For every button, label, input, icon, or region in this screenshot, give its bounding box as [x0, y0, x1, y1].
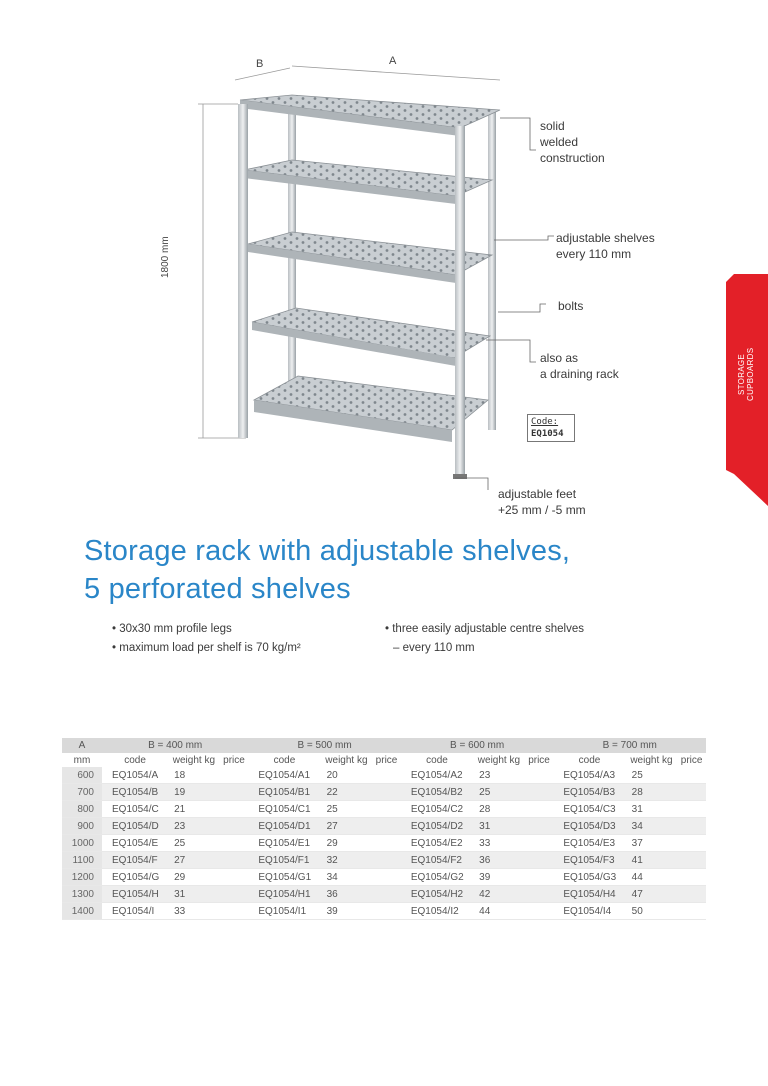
- col-code: code: [401, 753, 473, 767]
- features-right: [385, 620, 584, 658]
- cell-weight: 22: [321, 784, 373, 801]
- col-weight: weight kg: [168, 753, 220, 767]
- product-code-box: [527, 414, 575, 442]
- callout-drain: [540, 350, 619, 382]
- cell-weight: 31: [168, 886, 220, 903]
- table-row: [62, 801, 706, 818]
- cell-price: [372, 784, 401, 801]
- cell-code: EQ1054/C1: [248, 801, 320, 818]
- cell-price: [372, 886, 401, 903]
- col-a-header: A: [62, 738, 102, 753]
- cell-weight: 29: [321, 835, 373, 852]
- cell-code: EQ1054/B3: [553, 784, 625, 801]
- cell-weight: 25: [168, 835, 220, 852]
- callout-line: every 110 mm: [556, 247, 632, 261]
- cell-weight: 36: [321, 886, 373, 903]
- table-row: [62, 886, 706, 903]
- cell-weight: 33: [473, 835, 525, 852]
- cell-code: EQ1054/F1: [248, 852, 320, 869]
- cell-weight: 33: [168, 903, 220, 920]
- cell-weight: 20: [321, 767, 373, 784]
- cell-a: 600: [62, 767, 102, 784]
- callout-line: a draining rack: [540, 367, 619, 381]
- cell-weight: 21: [168, 801, 220, 818]
- cell-code: EQ1054/H: [102, 886, 168, 903]
- cell-weight: 39: [321, 903, 373, 920]
- table-row: [62, 784, 706, 801]
- col-price: price: [525, 753, 554, 767]
- cell-code: EQ1054/B2: [401, 784, 473, 801]
- cell-code: EQ1054/H4: [553, 886, 625, 903]
- cell-price: [677, 903, 706, 920]
- cell-code: EQ1054/B1: [248, 784, 320, 801]
- cell-code: EQ1054/F3: [553, 852, 625, 869]
- cell-price: [372, 903, 401, 920]
- cell-code: EQ1054/I1: [248, 903, 320, 920]
- cell-code: EQ1054/G: [102, 869, 168, 886]
- cell-code: EQ1054/G3: [553, 869, 625, 886]
- cell-price: [525, 869, 554, 886]
- cell-price: [372, 767, 401, 784]
- spec-table: [62, 738, 706, 920]
- page-title: [84, 532, 570, 608]
- cell-a: 1200: [62, 869, 102, 886]
- feature-item: • three easily adjustable centre shelves: [385, 620, 584, 639]
- cell-a: 1400: [62, 903, 102, 920]
- col-weight: weight kg: [321, 753, 373, 767]
- cell-price: [677, 835, 706, 852]
- cell-weight: 47: [626, 886, 678, 903]
- cell-price: [525, 835, 554, 852]
- callout-bolts: [558, 298, 583, 314]
- cell-weight: 32: [321, 852, 373, 869]
- cell-price: [525, 801, 554, 818]
- callout-line: adjustable feet: [498, 487, 577, 501]
- cell-a: 900: [62, 818, 102, 835]
- col-weight: weight kg: [473, 753, 525, 767]
- col-price: price: [677, 753, 706, 767]
- cell-weight: 28: [473, 801, 525, 818]
- cell-price: [220, 869, 249, 886]
- group-header: B = 400 mm: [102, 738, 248, 753]
- group-header: B = 600 mm: [401, 738, 554, 753]
- callout-feet: [498, 486, 586, 518]
- cell-weight: 18: [168, 767, 220, 784]
- cell-weight: 25: [473, 784, 525, 801]
- features-left: [112, 620, 301, 658]
- cell-code: EQ1054/A3: [553, 767, 625, 784]
- cell-price: [525, 852, 554, 869]
- dim-label-a: A: [389, 55, 397, 67]
- cell-code: EQ1054/F2: [401, 852, 473, 869]
- height-label: 1800 mm: [160, 236, 171, 278]
- cell-a: 1100: [62, 852, 102, 869]
- cell-price: [677, 784, 706, 801]
- cell-code: EQ1054/C2: [401, 801, 473, 818]
- cell-price: [372, 818, 401, 835]
- cell-weight: 39: [473, 869, 525, 886]
- cell-code: EQ1054/H1: [248, 886, 320, 903]
- cell-weight: 23: [168, 818, 220, 835]
- cell-a: 1000: [62, 835, 102, 852]
- cell-price: [372, 869, 401, 886]
- feature-item: • 30x30 mm profile legs: [112, 620, 301, 639]
- cell-code: EQ1054/I2: [401, 903, 473, 920]
- cell-code: EQ1054/D: [102, 818, 168, 835]
- cell-code: EQ1054/D2: [401, 818, 473, 835]
- cell-weight: 36: [473, 852, 525, 869]
- cell-weight: 25: [626, 767, 678, 784]
- cell-price: [220, 767, 249, 784]
- col-weight: weight kg: [626, 753, 678, 767]
- cell-code: EQ1054/I: [102, 903, 168, 920]
- cell-code: EQ1054/G1: [248, 869, 320, 886]
- cell-price: [525, 818, 554, 835]
- section-tab-label: STORAGE CUPBOARDS: [737, 347, 755, 401]
- code-value: EQ1054: [531, 429, 564, 439]
- callout-welded: [540, 118, 605, 166]
- cell-price: [220, 835, 249, 852]
- cell-price: [525, 886, 554, 903]
- cell-price: [677, 886, 706, 903]
- table-row: [62, 852, 706, 869]
- col-a-unit: mm: [62, 753, 102, 767]
- cell-weight: 29: [168, 869, 220, 886]
- callout-line: bolts: [558, 299, 584, 313]
- cell-price: [677, 852, 706, 869]
- cell-price: [525, 784, 554, 801]
- cell-weight: 34: [321, 869, 373, 886]
- cell-code: EQ1054/E2: [401, 835, 473, 852]
- cell-weight: 27: [321, 818, 373, 835]
- callout-shelves: [556, 230, 655, 262]
- cell-a: 700: [62, 784, 102, 801]
- cell-weight: 41: [626, 852, 678, 869]
- callout-line: construction: [540, 151, 605, 165]
- cell-weight: 23: [473, 767, 525, 784]
- cell-price: [677, 869, 706, 886]
- cell-price: [372, 801, 401, 818]
- cell-a: 800: [62, 801, 102, 818]
- group-header: B = 500 mm: [248, 738, 401, 753]
- callout-line: adjustable shelves: [556, 231, 655, 245]
- cell-code: EQ1054/A: [102, 767, 168, 784]
- title-line-2: 5 perforated shelves: [84, 573, 351, 605]
- col-code: code: [102, 753, 168, 767]
- table-row: [62, 767, 706, 784]
- col-price: price: [220, 753, 249, 767]
- table-row: [62, 903, 706, 920]
- callout-line: +25 mm / -5 mm: [498, 503, 586, 517]
- table-row: [62, 835, 706, 852]
- cell-price: [677, 801, 706, 818]
- cell-price: [220, 784, 249, 801]
- cell-weight: 31: [626, 801, 678, 818]
- feature-item: • maximum load per shelf is 70 kg/m²: [112, 639, 301, 658]
- callout-line: solid: [540, 119, 565, 133]
- cell-weight: 44: [473, 903, 525, 920]
- cell-code: EQ1054/E: [102, 835, 168, 852]
- cell-price: [525, 767, 554, 784]
- cell-price: [372, 852, 401, 869]
- cell-weight: 28: [626, 784, 678, 801]
- cell-price: [372, 835, 401, 852]
- cell-a: 1300: [62, 886, 102, 903]
- cell-weight: 34: [626, 818, 678, 835]
- cell-weight: 37: [626, 835, 678, 852]
- cell-price: [220, 886, 249, 903]
- table-row: [62, 869, 706, 886]
- cell-code: EQ1054/E3: [553, 835, 625, 852]
- cell-code: EQ1054/A2: [401, 767, 473, 784]
- cell-code: EQ1054/C: [102, 801, 168, 818]
- col-code: code: [553, 753, 625, 767]
- cell-price: [220, 801, 249, 818]
- cell-code: EQ1054/A1: [248, 767, 320, 784]
- cell-code: EQ1054/B: [102, 784, 168, 801]
- cell-price: [677, 818, 706, 835]
- cell-weight: 19: [168, 784, 220, 801]
- cell-price: [220, 903, 249, 920]
- dim-label-b: B: [256, 58, 264, 70]
- cell-price: [220, 818, 249, 835]
- code-label: Code:: [531, 417, 559, 427]
- col-code: code: [248, 753, 320, 767]
- cell-code: EQ1054/C3: [553, 801, 625, 818]
- feature-item: – every 110 mm: [393, 642, 475, 654]
- callout-line: welded: [540, 135, 579, 149]
- cell-code: EQ1054/I4: [553, 903, 625, 920]
- group-header: B = 700 mm: [553, 738, 706, 753]
- cell-price: [677, 767, 706, 784]
- cell-weight: 50: [626, 903, 678, 920]
- cell-code: EQ1054/H2: [401, 886, 473, 903]
- cell-weight: 25: [321, 801, 373, 818]
- cell-weight: 44: [626, 869, 678, 886]
- cell-code: EQ1054/D1: [248, 818, 320, 835]
- cell-code: EQ1054/D3: [553, 818, 625, 835]
- cell-weight: 31: [473, 818, 525, 835]
- cell-code: EQ1054/F: [102, 852, 168, 869]
- cell-code: EQ1054/G2: [401, 869, 473, 886]
- title-line-1: Storage rack with adjustable shelves,: [84, 535, 571, 567]
- cell-weight: 42: [473, 886, 525, 903]
- col-price: price: [372, 753, 401, 767]
- cell-code: EQ1054/E1: [248, 835, 320, 852]
- cell-weight: 27: [168, 852, 220, 869]
- table-row: [62, 818, 706, 835]
- cell-price: [525, 903, 554, 920]
- cell-price: [220, 852, 249, 869]
- callout-line: also as: [540, 351, 579, 365]
